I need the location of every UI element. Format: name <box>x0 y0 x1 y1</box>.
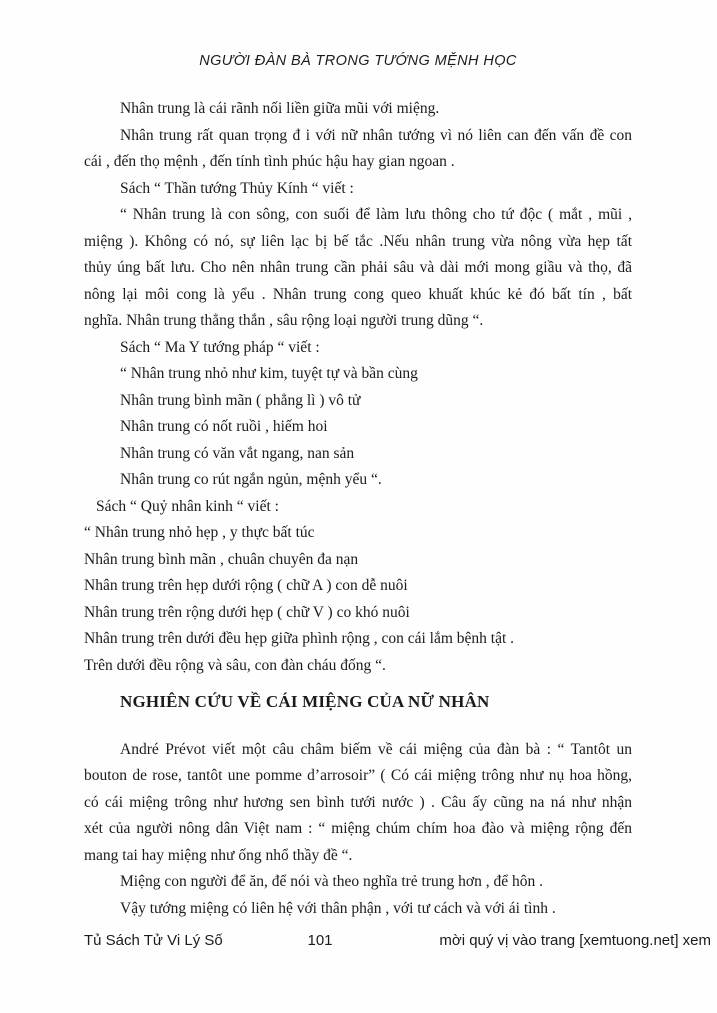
footer-series-title: Tủ Sách Tử Vi Lý Số <box>84 932 223 949</box>
text-line: Vậy tướng miệng có liên hệ với thân phận , với tư cách và với ái tình . <box>120 899 556 917</box>
text-line: Miệng con người để ăn, để nói và theo nghĩa trẻ trung hơn , để hôn . <box>120 873 543 890</box>
text-line: nghĩa. Nhân trung thẳng thắn , sâu rộng loại người trung dũng “. <box>84 312 484 329</box>
text-line: miệng ). Không có nó, sự liên lạc bị bế tắc .Nếu nhân trung vừa nông vừa hẹp tất <box>84 232 632 250</box>
text-line: Nhân trung có văn vắt ngang, nan sản <box>120 444 355 462</box>
text-line: có cái miệng trông như hương sen bình tưới nước ) . Câu ấy cũng na ná như nhận <box>84 793 632 811</box>
text-line: Nhân trung bình mãn ( phẳng lì ) vô tử <box>120 391 361 409</box>
text-line: Sách “ Thần tướng Thủy Kính “ viết : <box>120 179 354 197</box>
text-line: Trên dưới đều rộng và sâu, con đàn cháu đống “. <box>84 656 386 674</box>
text-line: “ Nhân trung nhỏ như kim, tuyệt tự và bần cùng <box>120 365 418 382</box>
text-line: Nhân trung trên hẹp dưới rộng ( chữ A ) con dễ nuôi <box>84 577 408 594</box>
text-line: “ Nhân trung là con sông, con suối để làm lưu thông cho tứ độc ( mắt , mũi , <box>120 206 632 223</box>
text-line: bouton de rose, tantôt une pomme d’arrosoir” ( Có cái miệng trông như nụ hoa hồng, <box>84 767 632 784</box>
text-line: Nhân trung có nốt ruồi , hiếm hoi <box>120 418 328 435</box>
text-line: Nhân trung co rút ngắn ngủn, mệnh yểu “. <box>120 471 382 488</box>
page-footer <box>0 931 717 953</box>
text-line: Nhân trung là cái rãnh nối liền giữa mũi với miệng. <box>120 100 440 117</box>
text-line: thủy úng bất lưu. Cho nên nhân trung cần phải sâu và dài mới mong giầu và thọ, đã <box>84 259 632 276</box>
page-body <box>84 96 632 922</box>
text-line: Nhân trung trên dưới đều hẹp giữa phình rộng , con cái lắm bệnh tật . <box>84 630 515 647</box>
text-line: nông lại môi cong là yểu . Nhân trung cong queo khuất khúc kẻ đó bất tín , bất <box>84 285 632 303</box>
text-line: Nhân trung rất quan trọng đ i với nữ nhân tướng vì nó liên can đến vấn đề con <box>120 126 632 144</box>
text-line: André Prévot viết một câu châm biếm về cái miệng của đàn bà : “ Tantôt un <box>120 740 632 758</box>
section-heading: NGHIÊN CỨU VỀ CÁI MIỆNG CỦA NỮ NHÂN <box>120 692 490 711</box>
text-line: Nhân trung trên rộng dưới hẹp ( chữ V ) co khó nuôi <box>84 603 410 621</box>
text-line: Sách “ Quỷ nhân kinh “ viết : <box>96 497 279 515</box>
page-header-title: NGƯỜI ĐÀN BÀ TRONG TƯỚNG MỆNH HỌC <box>199 53 517 69</box>
text-line: Nhân trung bình mãn , chuân chuyên đa nạn <box>84 550 359 568</box>
text-line: cái , đến thọ mệnh , đến tính tình phúc hậu hay gian ngoan . <box>84 153 455 170</box>
text-line: xét của người nông dân Việt nam : “ miệng chúm chím hoa đào và miệng rộng đến <box>84 820 632 837</box>
text-line: mang tai hay miệng như ống nhổ thầy đề “. <box>84 846 353 864</box>
text-line: Sách “ Ma Y tướng pháp “ viết : <box>120 338 320 356</box>
footer-page-number: 101 <box>307 932 333 949</box>
footer-note: mời quý vị vào trang [xemtuong.net] xem <box>439 932 711 949</box>
text-line: “ Nhân trung nhỏ hẹp , y thực bất túc <box>84 524 315 541</box>
